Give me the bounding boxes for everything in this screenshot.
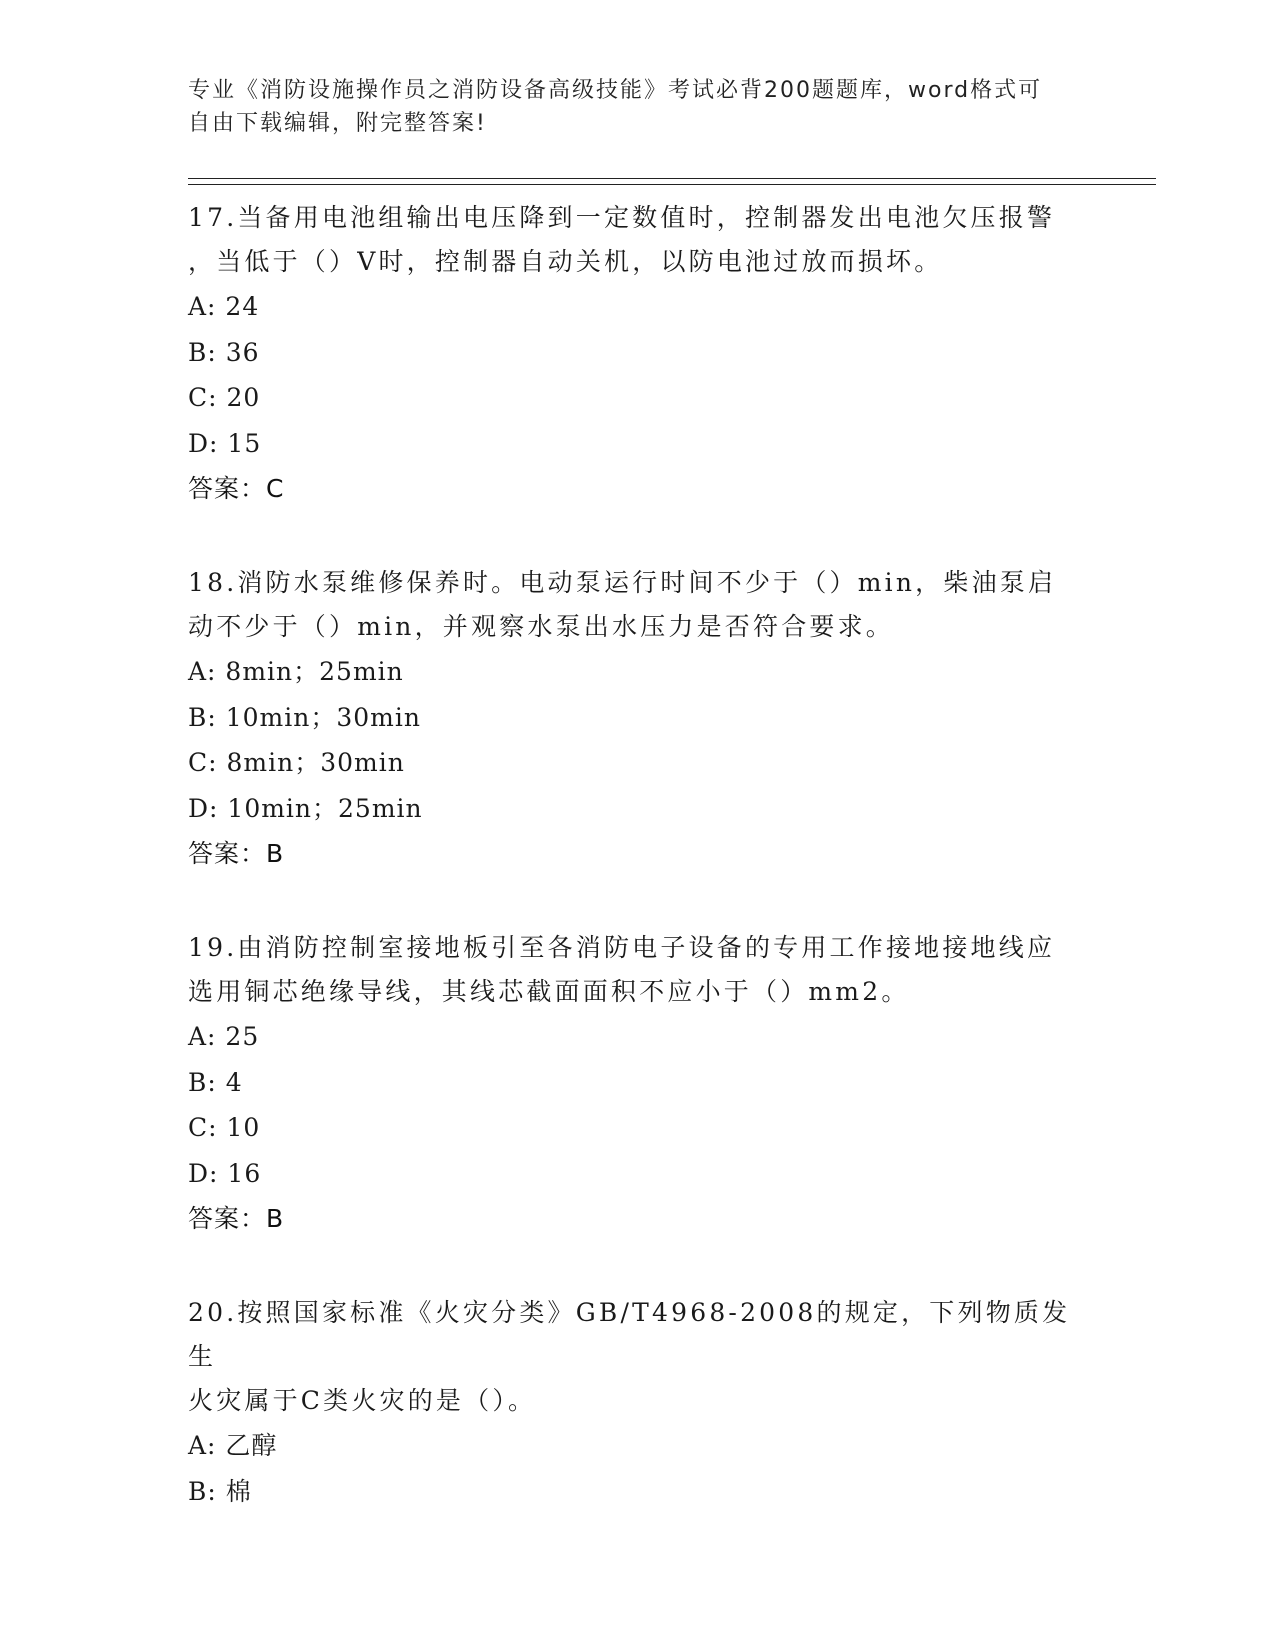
stem-line: 19.由消防控制室接地板引至各消防电子设备的专用工作接地接地线应 [188, 933, 1056, 962]
header-divider-bottom [188, 184, 1156, 185]
question-stem [188, 1291, 1088, 1423]
option-d: D: 10min；25min [188, 793, 423, 823]
question-17 [188, 196, 1088, 512]
option-b: B: 棉 [188, 1476, 252, 1506]
question-stem [188, 561, 1088, 649]
option-c: C: 10 [188, 1113, 261, 1142]
option-d: D: 16 [188, 1158, 262, 1188]
stem-line: 20.按照国家标准《火灾分类》GB/T4968-2008的规定，下列物质发生 [188, 1298, 1071, 1371]
stem-line: 火灾属于C类火灾的是（）。 [188, 1386, 537, 1415]
header-line-2: 自由下载编辑，附完整答案! [188, 111, 487, 136]
option-b: B: 4 [188, 1067, 243, 1097]
option-d: D: 15 [188, 428, 262, 458]
option-b: B: 36 [188, 337, 260, 367]
question-18 [188, 561, 1088, 877]
stem-line: 选用铜芯绝缘导线，其线芯截面面积不应小于（）mm2。 [188, 977, 910, 1006]
stem-line: 17.当备用电池组输出电压降到一定数值时，控制器发出电池欠压报警 [188, 203, 1056, 232]
answer: 答案：C [188, 474, 285, 503]
stem-line: ，当低于（）V时，控制器自动关机，以防电池过放而损坏。 [188, 247, 943, 276]
answer: 答案：B [188, 839, 285, 868]
option-b: B: 10min；30min [188, 702, 421, 732]
question-stem [188, 196, 1088, 284]
question-stem [188, 926, 1088, 1014]
option-a: A: 25 [188, 1022, 260, 1051]
header-divider-top [188, 178, 1156, 179]
question-list [188, 196, 1088, 1563]
question-20 [188, 1291, 1088, 1514]
document-header [188, 74, 1068, 140]
stem-line: 动不少于（）min，并观察水泵出水压力是否符合要求。 [188, 612, 895, 641]
answer: 答案：B [188, 1204, 285, 1233]
option-a: A: 8min；25min [188, 657, 404, 686]
header-line-1: 专业《消防设施操作员之消防设备高级技能》考试必背200题题库，word格式可 [188, 78, 1043, 103]
option-c: C: 20 [188, 383, 261, 412]
stem-line: 18.消防水泵维修保养时。电动泵运行时间不少于（）min，柴油泵启 [188, 568, 1057, 597]
option-c: C: 8min；30min [188, 748, 405, 777]
question-19 [188, 926, 1088, 1242]
option-a: A: 24 [188, 292, 260, 321]
option-a: A: 乙醇 [188, 1431, 278, 1460]
